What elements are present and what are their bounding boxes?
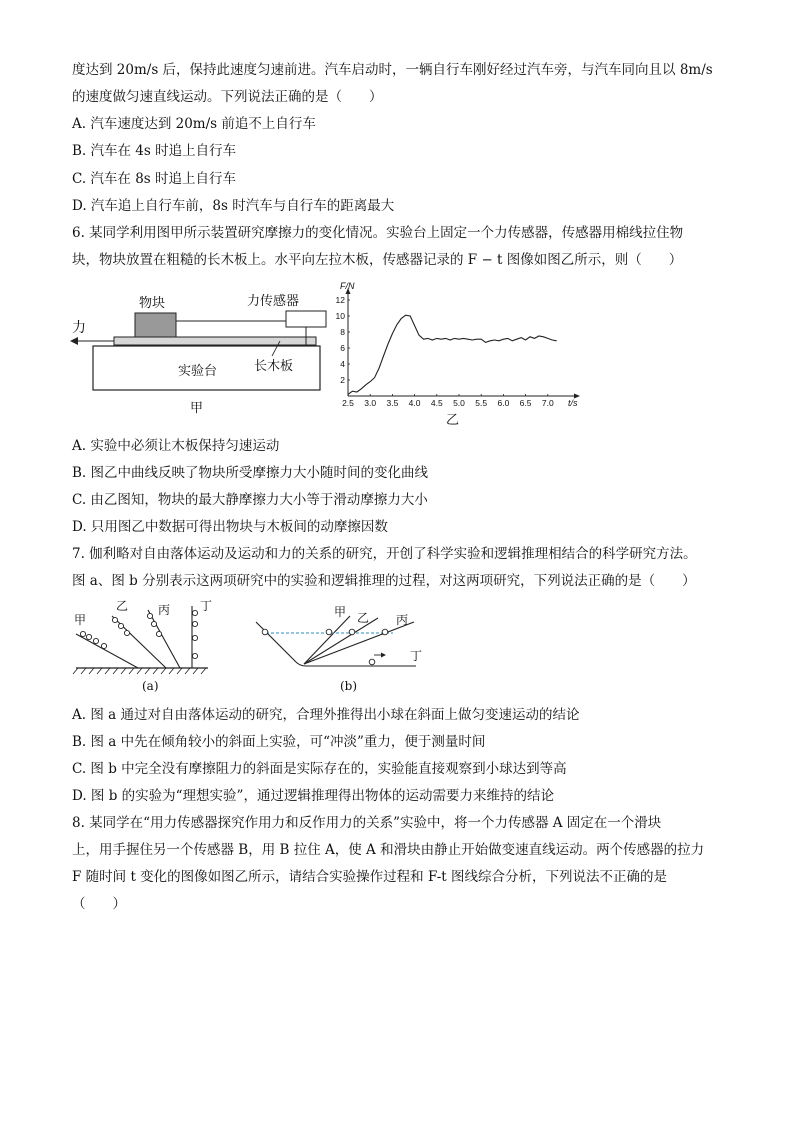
q8-stem-line2: 上，用手握住另一个传感器 B，用 B 拉住 A，使 A 和滑块由静止开始做变速直线运动。两个传感器的拉力 bbox=[72, 842, 705, 858]
x-tick-label: 3.0 bbox=[364, 398, 377, 408]
q5-stem-line2: 的速度做匀速直线运动。下列说法正确的是（ ） bbox=[72, 89, 383, 105]
incline-jia bbox=[76, 634, 138, 668]
block bbox=[135, 313, 176, 337]
x-tick-label: 5.5 bbox=[475, 398, 488, 408]
figure-yi-ft-chart bbox=[330, 280, 590, 430]
fig-a-label-ding: 丁 bbox=[200, 599, 213, 613]
figure-b-caption: (b) bbox=[340, 679, 358, 693]
figure-yi-caption: 乙 bbox=[446, 413, 460, 428]
pull-force-label: 力 bbox=[72, 319, 86, 335]
q5-option-d: D. 汽车追上自行车前，8s 时汽车与自行车的距离最大 bbox=[72, 198, 395, 214]
q5-stem-line1: 度达到 20m/s 后，保持此速度匀速前进。汽车启动时，一辆自行车刚好经过汽车旁，与汽车同向且以 8m/s bbox=[72, 62, 713, 78]
q6-stem-line2: 块，物块放置在粗糙的长木板上。水平向左拉木板，传感器记录的 F − t 图像如图乙所示，则（ ） bbox=[72, 252, 683, 268]
force-time-curve bbox=[348, 315, 557, 394]
figure-jia-caption: 甲 bbox=[190, 401, 204, 416]
x-tick-label: 4.5 bbox=[430, 398, 443, 408]
y-tick-label: 2 bbox=[340, 375, 345, 385]
y-tick-label: 4 bbox=[340, 359, 345, 369]
x-tick-label: 5.0 bbox=[453, 398, 465, 408]
y-tick-label: 8 bbox=[340, 327, 345, 337]
q6-option-c: C. 由乙图知，物块的最大静摩擦力大小等于滑动摩擦力大小 bbox=[72, 492, 428, 508]
fig-a-label-jia: 甲 bbox=[74, 613, 87, 627]
x-tick-label: 7.0 bbox=[541, 398, 554, 408]
q8-stem-line3: F 随时间 t 变化的图像如图乙所示，请结合实验操作过程和 F-t 图线综合分析，下列说法不正确的是 bbox=[72, 869, 667, 885]
pull-arrowhead bbox=[70, 337, 78, 345]
q7-stem-line2: 图 a、图 b 分别表示这两项研究中的实验和逻辑推理的过程，对这两项研究，下列说法正确的是（ ） bbox=[72, 573, 696, 589]
fig-b-label-yi: 乙 bbox=[357, 611, 370, 625]
right-incline-bing bbox=[304, 622, 414, 664]
figure-b-ideal-experiment bbox=[248, 596, 428, 696]
q6-option-d: D. 只用图乙中数据可得出物块与木板间的动摩擦因数 bbox=[72, 519, 388, 535]
block-label: 物块 bbox=[139, 295, 166, 310]
y-tick-label: 10 bbox=[335, 311, 345, 321]
left-incline bbox=[256, 622, 296, 662]
fig-b-label-ding: 丁 bbox=[410, 649, 423, 663]
q7-option-b: B. 图 a 中先在倾角较小的斜面上实验，可“冲淡”重力，便于测量时间 bbox=[72, 734, 486, 750]
x-tick-label: 6.5 bbox=[519, 398, 532, 408]
q6-option-a: A. 实验中必须让木板保持匀速运动 bbox=[72, 438, 280, 454]
figure-jia-apparatus bbox=[66, 284, 336, 420]
lab-table-label: 实验台 bbox=[178, 363, 218, 378]
force-sensor-label: 力传感器 bbox=[247, 293, 300, 308]
y-tick-label: 12 bbox=[335, 295, 345, 305]
incline-bing bbox=[148, 610, 180, 668]
x-tick-label: 2.5 bbox=[342, 398, 354, 408]
x-tick-label: 4.0 bbox=[408, 398, 421, 408]
fig-a-label-yi: 乙 bbox=[116, 599, 129, 613]
y-tick-label: 6 bbox=[340, 343, 345, 353]
force-sensor bbox=[286, 311, 326, 327]
fig-b-label-bing: 丙 bbox=[396, 613, 409, 627]
q8-stem-line4: （ ） bbox=[72, 896, 126, 912]
q5-option-c: C. 汽车在 8s 时追上自行车 bbox=[72, 171, 237, 187]
long-board-label: 长木板 bbox=[254, 358, 294, 373]
figure-a-inclines bbox=[68, 596, 218, 696]
q7-option-d: D. 图 b 的实验为“理想实验”，通过逻辑推理得出物体的运动需要力来维持的结论 bbox=[72, 788, 554, 804]
long-board bbox=[114, 337, 316, 345]
q5-option-b: B. 汽车在 4s 时追上自行车 bbox=[72, 143, 237, 159]
fig-b-label-jia: 甲 bbox=[334, 605, 347, 619]
x-axis-label: t/s bbox=[568, 398, 578, 408]
x-tick-label: 3.5 bbox=[386, 398, 399, 408]
q7-option-c: C. 图 b 中完全没有摩擦阻力的斜面是实际存在的，实验能直接观察到小球达到等高 bbox=[72, 761, 567, 777]
q7-option-a: A. 图 a 通过对自由落体运动的研究，合理外推得出小球在斜面上做匀变速运动的结论 bbox=[72, 707, 580, 723]
q8-stem-line1: 8. 某同学在“用力传感器探究作用力和反作用力的关系”实验中，将一个力传感器 A 固定在一个滑块 bbox=[72, 815, 662, 831]
figure-a-caption: (a) bbox=[142, 679, 159, 693]
q6-option-b: B. 图乙中曲线反映了物块所受摩擦力大小随时间的变化曲线 bbox=[72, 465, 429, 481]
fig-a-label-bing: 丙 bbox=[158, 603, 171, 617]
x-tick-label: 6.0 bbox=[497, 398, 510, 408]
q6-stem-line1: 6. 某同学利用图甲所示装置研究摩擦力的变化情况。实验台上固定一个力传感器，传感器用棉线拉住物 bbox=[72, 225, 684, 241]
y-axis-label: F/N bbox=[340, 281, 355, 291]
q5-option-a: A. 汽车速度达到 20m/s 前追不上自行车 bbox=[72, 116, 316, 132]
q7-stem-line1: 7. 伽利略对自由落体运动及运动和力的关系的研究，开创了科学实验和逻辑推理相结合的科学研究方法。 bbox=[72, 546, 697, 562]
